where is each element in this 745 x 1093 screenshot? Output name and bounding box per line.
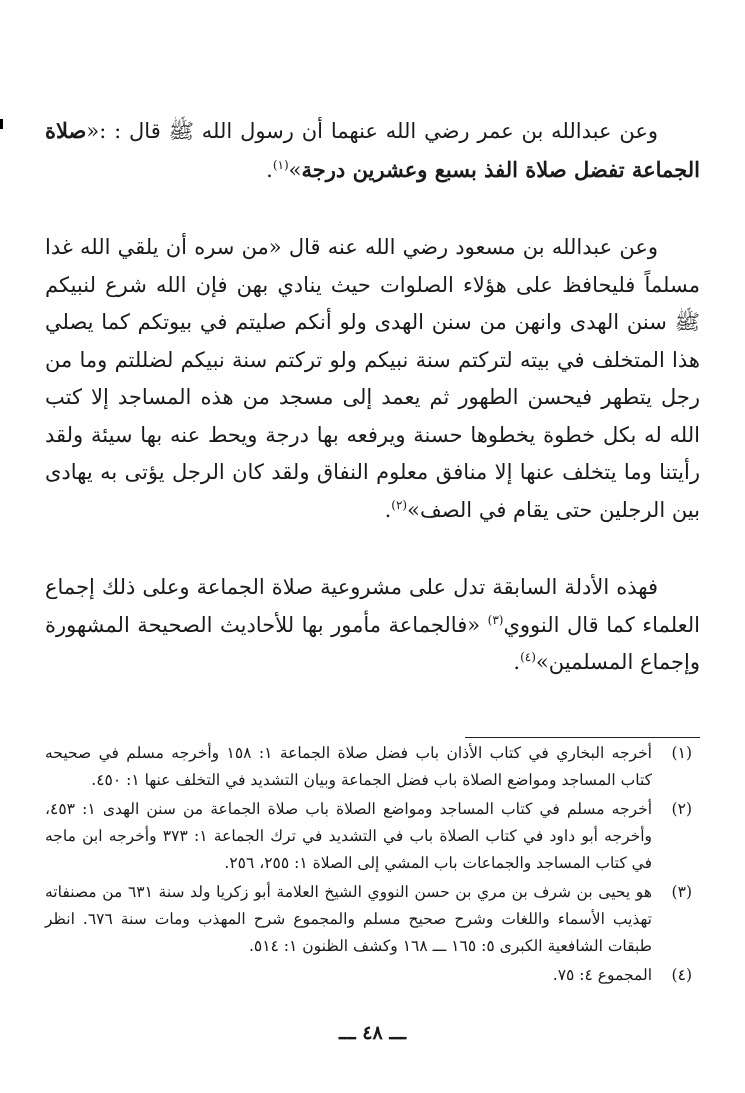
footnote-ref-4: (٤) bbox=[520, 650, 536, 664]
footnote-ref-2: (٢) bbox=[391, 497, 408, 512]
footnote-text: أخرجه البخاري في كتاب الأذان باب فضل صلاة الجماعة ١: ١٥٨ وأخرجه مسلم في صحيحه كتاب المساجد ومواضع الصلاة باب فضل الجماعة وبيان التشديد في التخلف عنها ١: ٤٥٠. bbox=[45, 744, 652, 789]
p1-intro: وعن عبدالله بن عمر رضي الله عنهما أن رسول الله ﷺ قال : :« bbox=[86, 119, 658, 143]
p2-text: وعن عبدالله بن مسعود رضي الله عنه قال «من سره أن يلقي الله غدا مسلماً فليحافظ على هؤلاء الصلوات حيث ينادي بهن فإن الله شرع لنبيكم ﷺ سنن الهدى وانهن من سنن الهدى ولو أنكم صليتم في بيوتكم كما يصلي هذا المتخلف في بيته لتركتم سنة نبيكم ولو تركتم سنة نبيكم لضللتم وما من رجل يتطهر فيحسن الطهور ثم يعمد إلى مسجد من هذه المساجد إلا كتب الله له بكل خطوة يخطوها حسنة ويرفعه بها درجة ويحط عنه بها سيئة ولقد رأيتنا وما يتخلف عنها إلا منافق معلوم النفاق ولقد كان الرجل يؤتى به يهادى بين الرجلين حتى يقام في الصف» bbox=[45, 235, 700, 522]
margin-mark bbox=[0, 119, 3, 129]
footnote-number: (١) bbox=[671, 744, 692, 762]
footnote-number: (٤) bbox=[671, 966, 692, 984]
p3-end: . bbox=[513, 650, 521, 674]
p1-end: . bbox=[266, 157, 273, 182]
p2-end: . bbox=[384, 497, 392, 522]
footnotes bbox=[45, 740, 700, 991]
footnote-number: (٣) bbox=[671, 883, 692, 901]
p1-close: » bbox=[288, 157, 302, 182]
footnote-text: المجموع ٤: ٧٥. bbox=[552, 966, 652, 984]
footnote-1 bbox=[45, 740, 700, 794]
paragraph-ibn-masud-hadith bbox=[45, 229, 700, 529]
p3-part1: فهذه الأدلة السابقة تدل على مشروعية صلاة الجماعة وعلى ذلك إجماع العلماء كما قال النووي bbox=[45, 575, 701, 637]
page-number: ـــ ٤٨ ـــ bbox=[338, 1022, 407, 1044]
footnote-3 bbox=[45, 879, 700, 960]
paragraph-ijma bbox=[45, 569, 700, 682]
footnote-text: أخرجه مسلم في كتاب المساجد ومواضع الصلاة باب صلاة الجماعة من سنن الهدى ١: ٤٥٣، وأخرجه أبو داود في كتاب الصلاة باب في التشديد في ترك الجماعة ١: ٣٧٣ وأخرجه ابن ماجه في كتاب المساجد والجماعات باب المشي إلى الصلاة ١: ٢٥٥، ٢٥٦. bbox=[45, 800, 652, 872]
footnote-divider bbox=[465, 737, 700, 738]
footnote-2 bbox=[45, 796, 700, 877]
p1-hadith-bold: صلاة الجماعة تفضل صلاة الفذ بسبع وعشرين درجة bbox=[45, 118, 700, 182]
footnote-4 bbox=[45, 962, 700, 989]
footnote-ref-3: (٣) bbox=[487, 612, 504, 627]
footnote-number: (٢) bbox=[671, 800, 692, 818]
main-text bbox=[45, 112, 700, 682]
footnote-ref-1: (١) bbox=[272, 157, 289, 172]
p3-part2: «فالجماعة مأمور بها للأحاديث الصحيحة المشهورة وإجماع المسلمين» bbox=[45, 612, 700, 674]
footnote-text: هو يحيى بن شرف بن مري بن حسن النووي الشيخ العلامة أبو زكريا ولد سنة ٦٣١ من مصنفاته تهذيب الأسماء واللغات وشرح صحيح مسلم والمجموع شرح المهذب ومات سنة ٦٧٦. انظر طبقات الشافعية الكبرى ٥: ١٦٥ ـــ ١٦٨ وكشف الظنون ١: ٥١٤. bbox=[45, 883, 652, 955]
paragraph-ibn-umar-hadith bbox=[45, 112, 700, 189]
